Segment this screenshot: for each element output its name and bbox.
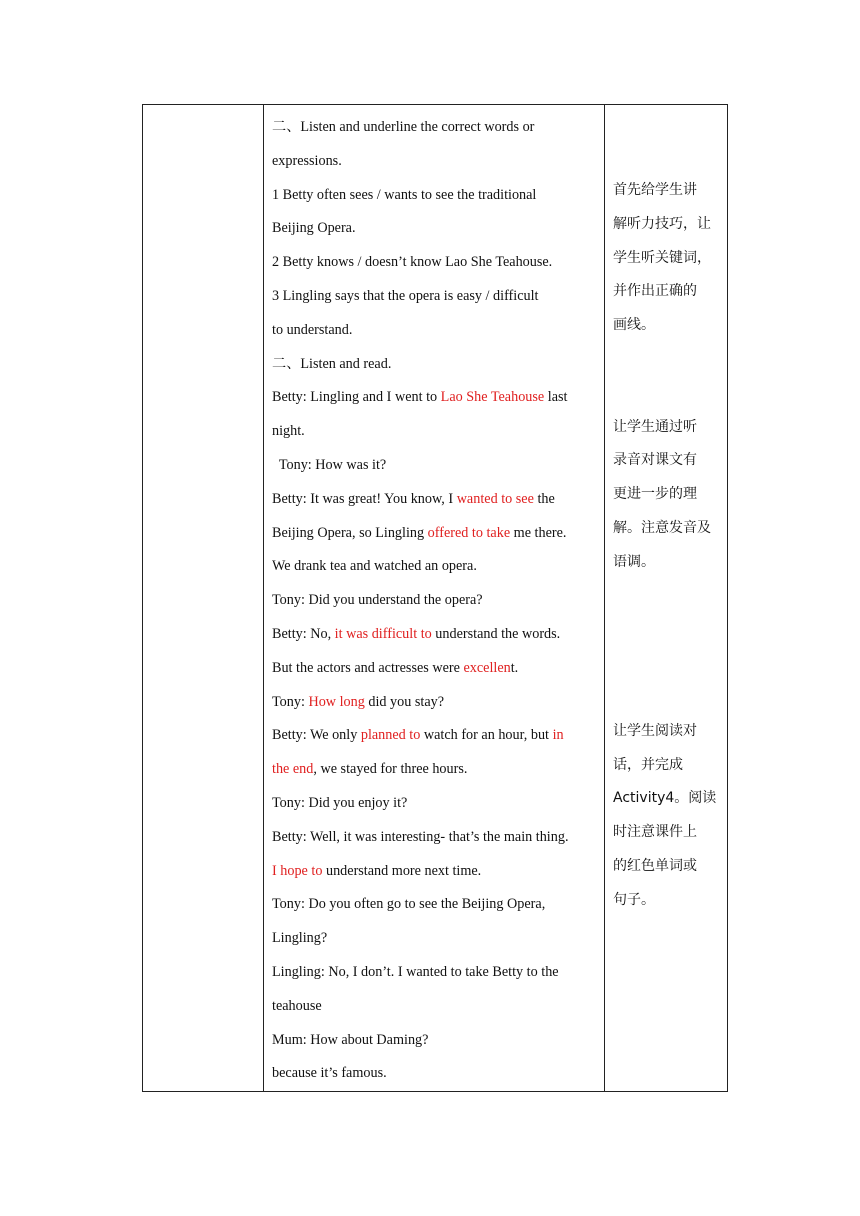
question-3: 3 Lingling says that the opera is easy / difficult — [272, 287, 539, 304]
spacer — [613, 681, 727, 715]
lesson-table — [142, 104, 728, 1092]
dialogue-text: teahouse — [272, 997, 322, 1014]
dialogue-line — [272, 1024, 598, 1058]
dialogue-text: understand more next time. — [322, 862, 482, 879]
dialogue-text: Betty: No, — [272, 625, 335, 642]
notes-body — [605, 105, 727, 918]
dialogue-text: the — [533, 490, 555, 507]
dialogue-line — [272, 990, 598, 1024]
dialogue-text: watch for an hour, but — [420, 727, 553, 744]
note-line: 句子。 — [613, 891, 655, 908]
empty-cell — [143, 105, 264, 1092]
highlight-phrase: planned to — [360, 727, 421, 744]
note-line: 语调。 — [613, 553, 655, 570]
dialogue-text: Tony: — [272, 693, 309, 710]
highlight-phrase: I hope to — [272, 862, 323, 879]
note-line: 解。注意发音及 — [613, 519, 711, 536]
spacer — [613, 343, 727, 377]
note-line: 时注意课件上 — [613, 824, 697, 841]
spacer — [613, 580, 727, 614]
highlight-phrase: excellen — [463, 659, 511, 676]
task-heading-cont: expressions. — [272, 152, 342, 169]
dialogue-line — [272, 888, 598, 922]
dialogue-text: Tony: Did you understand the opera? — [272, 592, 483, 609]
dialogue-text: Lingling? — [272, 930, 328, 947]
highlight-phrase: it was difficult to — [334, 625, 432, 642]
note-line: Activity4。阅读 — [613, 790, 717, 807]
dialogue-line — [272, 483, 598, 517]
note-line: 首先给学生讲 — [613, 182, 697, 198]
dialogue-line — [272, 1057, 598, 1091]
dialogue-text: last — [544, 389, 568, 406]
highlight-phrase: the end — [272, 761, 314, 778]
highlight-phrase: wanted to see — [456, 490, 534, 507]
dialogue-text: did you stay? — [364, 693, 445, 710]
highlight-phrase: in — [552, 727, 564, 744]
lesson-row — [143, 105, 728, 1092]
content-cell — [264, 105, 605, 1092]
dialogue-line — [272, 550, 598, 584]
dialogue-text: Tony: How was it? — [272, 456, 387, 473]
dialogue-line — [272, 652, 598, 686]
dialogue-text: Betty: We only — [272, 727, 361, 744]
dialogue-text: Betty: Lingling and I went to — [272, 389, 441, 406]
note-line: 话，并完成 — [613, 756, 683, 773]
task-heading: 二、Listen and underline the correct words or — [272, 119, 535, 135]
dialogue-text: Lingling: No, I don’t. I wanted to take Betty to the — [272, 963, 559, 980]
note-line: 学生听关键词， — [613, 249, 711, 266]
dialogue-text: We drank tea and watched an opera. — [272, 558, 477, 575]
dialogue-text: Tony: Did you enjoy it? — [272, 794, 408, 811]
dialogue-line — [272, 753, 598, 787]
dialogue-text: because it’s famous. — [272, 1065, 387, 1082]
dialogue-text: night. — [272, 423, 305, 440]
dialogue-text: Betty: Well, it was interesting- that’s the main thing. — [272, 828, 569, 845]
note-line: 的红色单词或 — [613, 857, 697, 874]
spacer — [613, 377, 727, 411]
dialogue-text: Mum: How about Daming? — [272, 1031, 429, 1048]
question-1: 1 Betty often sees / wants to see the traditional — [272, 186, 537, 203]
note-line: 画线。 — [613, 317, 655, 334]
spacer — [613, 613, 727, 647]
dialogue-line — [272, 787, 598, 821]
content-body — [264, 105, 604, 1091]
dialogue-text: Beijing Opera, so Lingling — [272, 524, 428, 541]
highlight-phrase: Lao She Teahouse — [440, 389, 545, 406]
dialogue-line — [272, 821, 598, 855]
dialogue-text: Tony: Do you often go to see the Beijing Opera, — [272, 896, 546, 913]
dialogue-text: But the actors and actresses were — [272, 659, 464, 676]
dialogue-line — [272, 449, 598, 483]
highlight-phrase: offered to take — [427, 524, 511, 541]
dialogue-line — [272, 415, 598, 449]
dialogue-text: understand the words. — [431, 625, 561, 642]
dialogue-line — [272, 686, 598, 720]
question-3-cont: to understand. — [272, 321, 353, 338]
note-line: 让学生阅读对 — [613, 722, 697, 739]
dialogue-line — [272, 517, 598, 551]
notes-cell — [605, 105, 728, 1092]
dialogue-line — [272, 922, 598, 956]
note-line: 解听力技巧，让 — [613, 215, 711, 232]
dialogue-line — [272, 618, 598, 652]
note-line: 更进一步的理 — [613, 486, 697, 503]
dialogue-line — [272, 719, 598, 753]
dialogue-line — [272, 381, 598, 415]
read-heading: 二、Listen and read. — [272, 355, 392, 372]
dialogue — [272, 381, 598, 1091]
dialogue-line — [272, 584, 598, 618]
dialogue-text: , we stayed for three hours. — [313, 761, 468, 778]
dialogue-line — [272, 956, 598, 990]
question-1-cont: Beijing Opera. — [272, 220, 356, 237]
dialogue-text: Betty: It was great! You know, I — [272, 490, 457, 507]
note-line: 让学生通过听 — [613, 418, 697, 435]
dialogue-text: t. — [510, 659, 519, 676]
highlight-phrase: How long — [308, 693, 365, 710]
dialogue-text: me there. — [510, 524, 567, 541]
dialogue-line — [272, 855, 598, 889]
note-line: 录音对课文有 — [613, 452, 697, 469]
question-2: 2 Betty knows / doesn’t know Lao She Teahouse. — [272, 254, 553, 271]
note-line: 并作出正确的 — [613, 283, 697, 300]
spacer — [613, 647, 727, 681]
